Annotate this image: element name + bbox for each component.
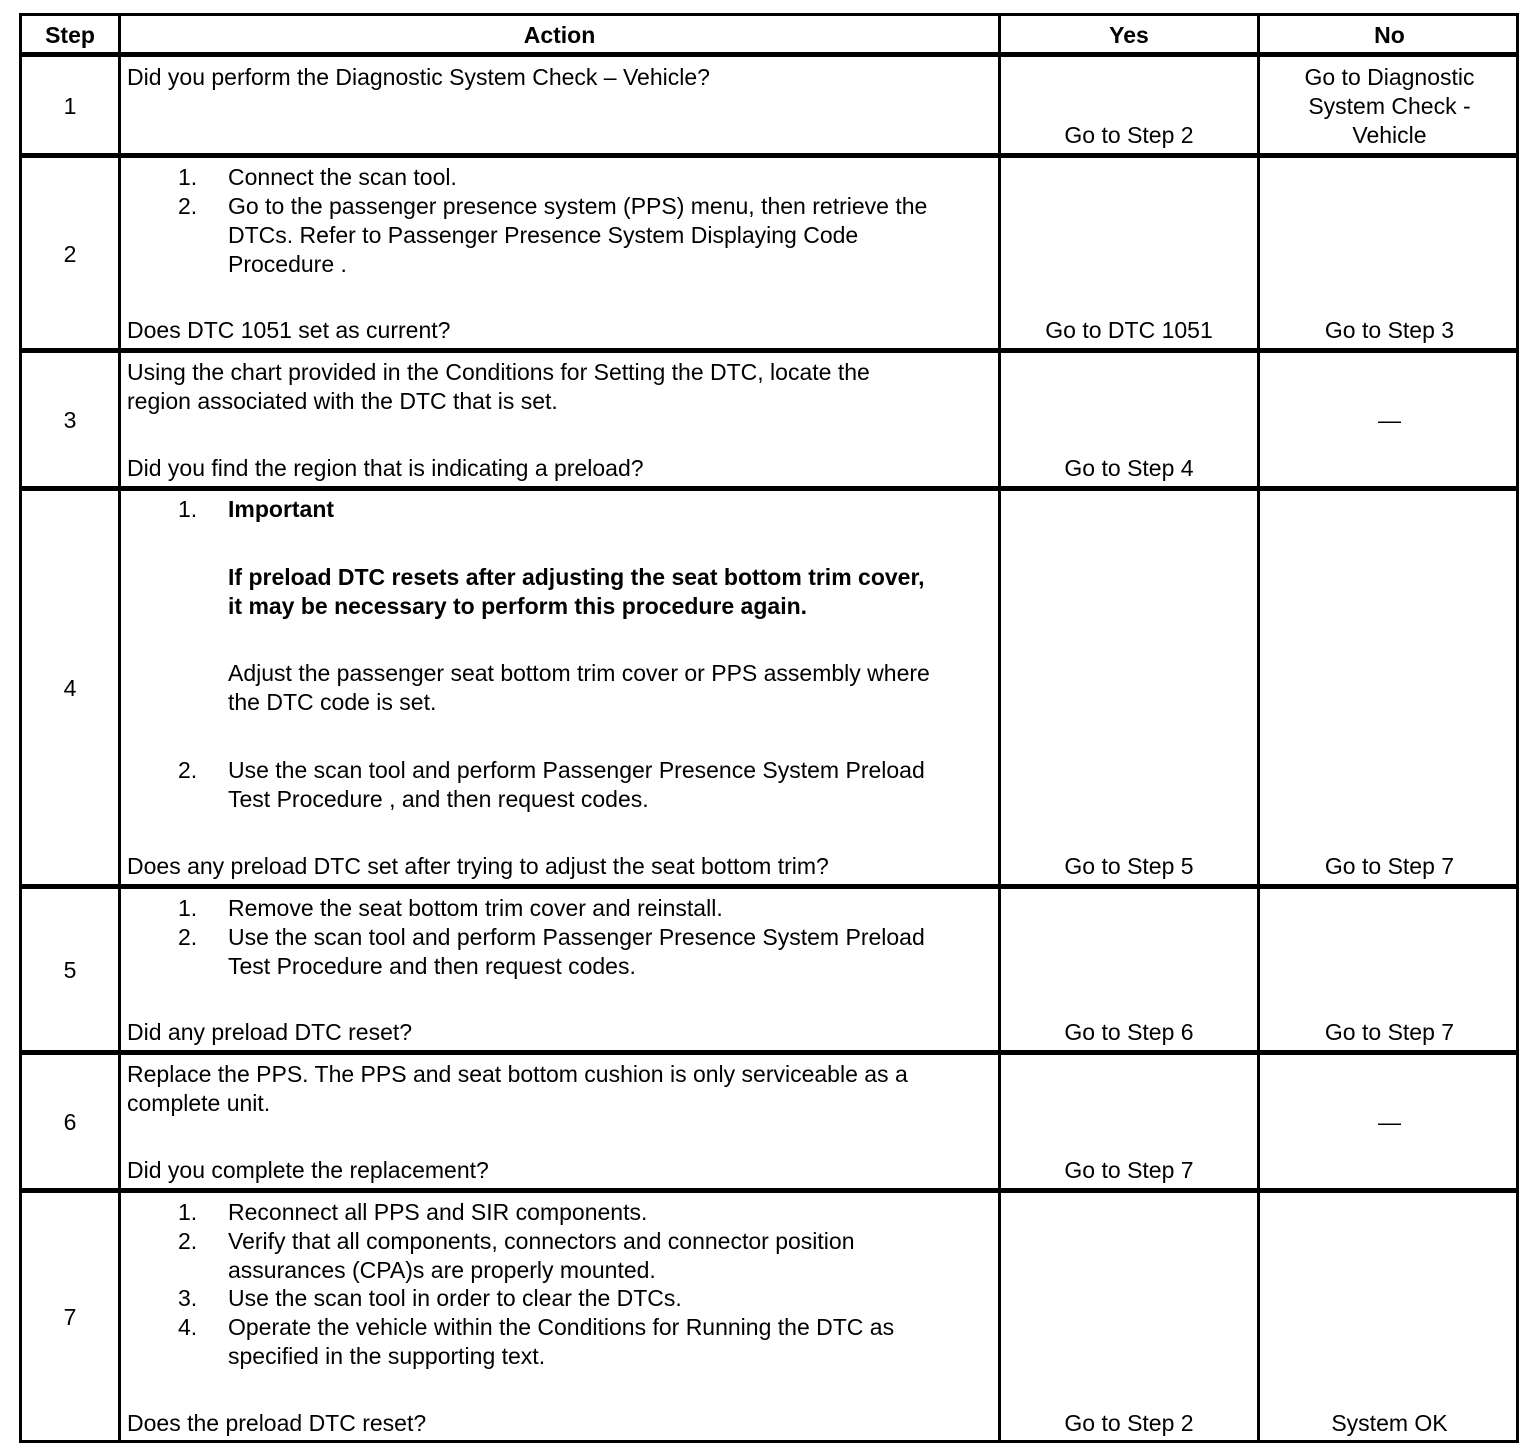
- list-item-text: Remove the seat bottom trim cover and reinstall.: [228, 895, 723, 921]
- no-result: System OK: [1331, 1410, 1448, 1436]
- question-text: Does the preload DTC reset?: [127, 1410, 427, 1436]
- yes-result: Go to Step 6: [1064, 1019, 1194, 1045]
- question-text: Does any preload DTC set after trying to adjust the seat bottom trim?: [127, 853, 829, 879]
- list-item-text: Test Procedure and then request codes.: [228, 953, 636, 979]
- row-divider: [22, 1050, 1516, 1055]
- list-number: 1.: [178, 164, 198, 190]
- yes-result: Go to Step 5: [1064, 853, 1194, 879]
- action-text: Using the chart provided in the Conditions for Setting the DTC, locate the: [127, 359, 870, 385]
- list-number: 2.: [178, 757, 198, 783]
- header-no: No: [1374, 22, 1405, 48]
- step-number: 5: [63, 957, 77, 983]
- yes-result: Go to Step 7: [1064, 1157, 1194, 1183]
- list-number: 4.: [178, 1314, 198, 1340]
- question-text: Did you complete the replacement?: [127, 1157, 489, 1183]
- step-number: 3: [63, 407, 77, 433]
- action-text: Did you perform the Diagnostic System Check – Vehicle?: [127, 64, 710, 90]
- list-item-text: Verify that all components, connectors and connector position: [228, 1228, 855, 1254]
- list-number: 3.: [178, 1285, 198, 1311]
- list-item-text: assurances (CPA)s are properly mounted.: [228, 1257, 656, 1283]
- no-result: Go to Step 7: [1324, 1019, 1455, 1045]
- row-divider: [22, 1188, 1516, 1193]
- no-result: Go to Step 7: [1324, 853, 1455, 879]
- row-divider: [22, 486, 1516, 491]
- column-divider: [118, 16, 121, 1440]
- column-divider: [998, 16, 1001, 1440]
- list-item-text: Reconnect all PPS and SIR components.: [228, 1199, 648, 1225]
- yes-result: Go to Step 2: [1064, 1410, 1194, 1436]
- list-number: 1.: [178, 496, 198, 522]
- list-item-text: the DTC code is set.: [228, 689, 437, 715]
- no-result-line: Vehicle: [1352, 122, 1427, 148]
- list-number: 1.: [178, 1199, 198, 1225]
- important-heading: Important: [228, 496, 335, 522]
- row-divider: [22, 153, 1516, 158]
- step-number: 6: [63, 1109, 77, 1135]
- no-result: [1260, 63, 1519, 150]
- list-number: 2.: [178, 193, 198, 219]
- header-yes: Yes: [1109, 22, 1149, 48]
- question-text: Did you find the region that is indicating a preload?: [127, 455, 644, 481]
- step-number: 4: [63, 675, 77, 701]
- step-number: 7: [63, 1304, 77, 1330]
- list-item-text: Test Procedure , and then request codes.: [228, 786, 649, 812]
- list-number: 2.: [178, 1228, 198, 1254]
- action-text: region associated with the DTC that is set.: [127, 388, 558, 414]
- list-item-text: specified in the supporting text.: [228, 1343, 546, 1369]
- action-text: Replace the PPS. The PPS and seat bottom cushion is only serviceable as a: [127, 1061, 908, 1087]
- row-divider: [22, 52, 1516, 57]
- step-number: 1: [63, 93, 77, 119]
- list-item-text: Go to the passenger presence system (PPS) menu, then retrieve the: [228, 193, 928, 219]
- step-number: 2: [63, 241, 77, 267]
- no-result-dash: —: [1378, 1109, 1401, 1135]
- list-item-text: Operate the vehicle within the Conditions for Running the DTC as: [228, 1314, 895, 1340]
- list-item-text: Use the scan tool and perform Passenger Presence System Preload: [228, 924, 925, 950]
- yes-result: Go to DTC 1051: [1045, 317, 1213, 343]
- list-item-text: DTCs. Refer to Passenger Presence System Displaying Code: [228, 222, 859, 248]
- header-step: Step: [45, 22, 95, 48]
- list-item-text: Connect the scan tool.: [228, 164, 457, 190]
- column-divider: [1257, 16, 1260, 1440]
- no-result-dash: —: [1378, 407, 1401, 433]
- list-item-text: Use the scan tool and perform Passenger Presence System Preload: [228, 757, 925, 783]
- row-divider: [22, 884, 1516, 889]
- question-text: Does DTC 1051 set as current?: [127, 317, 451, 343]
- yes-result: Go to Step 4: [1064, 455, 1194, 481]
- important-note: it may be necessary to perform this procedure again.: [228, 593, 808, 619]
- row-divider: [22, 348, 1516, 353]
- list-number: 2.: [178, 924, 198, 950]
- important-note: If preload DTC resets after adjusting the seat bottom trim cover,: [228, 564, 925, 590]
- list-number: 1.: [178, 895, 198, 921]
- no-result-line: System Check -: [1308, 93, 1471, 119]
- list-item-text: Use the scan tool in order to clear the DTCs.: [228, 1285, 682, 1311]
- diagnostic-table: [19, 13, 1519, 1443]
- no-result: Go to Step 3: [1324, 317, 1455, 343]
- yes-result: Go to Step 2: [1064, 122, 1194, 148]
- list-item-text: Procedure .: [228, 251, 347, 277]
- list-item-text: Adjust the passenger seat bottom trim cover or PPS assembly where: [228, 660, 930, 686]
- action-text: complete unit.: [127, 1090, 271, 1116]
- no-result-line: Go to Diagnostic: [1304, 64, 1475, 90]
- question-text: Did any preload DTC reset?: [127, 1019, 413, 1045]
- header-action: Action: [523, 22, 596, 48]
